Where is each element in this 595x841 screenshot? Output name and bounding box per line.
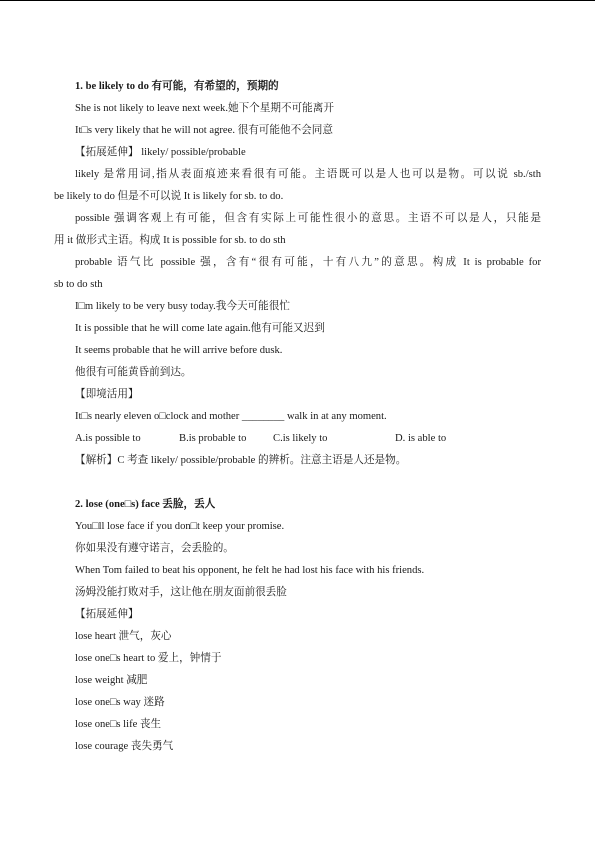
page-top-rule	[0, 0, 595, 1]
likely-explanation-line1: likely 是常用词,指从表面痕迹来看很有可能。主语既可以是人也可以是物。可以说 sb./sth	[75, 169, 541, 180]
option-d: D. is able to	[395, 433, 447, 444]
example-translation: 汤姆没能打败对手，这让他在朋友面前很丢脸	[75, 587, 287, 598]
example-sentence: When Tom failed to beat his opponent, he felt he had lost his face with his friends.	[75, 565, 425, 576]
example-sentence: It seems probable that he will arrive before dusk.	[75, 345, 283, 356]
extension-label: 【拓展延伸】 likely/ possible/probable	[75, 147, 246, 158]
phrase-item: lose one□s heart to 爱上，钟情于	[75, 653, 222, 664]
example-sentence: It□s very likely that he will not agree. 很有可能他不会同意	[75, 125, 333, 136]
section-1-heading: 1. be likely to do 有可能，有希望的，预期的	[75, 81, 279, 92]
practice-label: 【即境活用】	[75, 389, 139, 400]
example-translation: 他很有可能黄昏前到达。	[75, 367, 192, 378]
option-b: B.is probable to	[179, 433, 247, 444]
example-sentence: It is possible that he will come late again.他有可能又迟到	[75, 323, 325, 334]
phrase-item: lose one□s way 迷路	[75, 697, 165, 708]
phrase-item: lose heart 泄气，灰心	[75, 631, 172, 642]
option-a: A.is possible to	[75, 433, 141, 444]
possible-explanation-line2: 用 it 做形式主语。构成 It is possible for sb. to do sth	[54, 235, 286, 246]
phrase-item: lose courage 丧失勇气	[75, 741, 174, 752]
phrase-item: lose one□s life 丧生	[75, 719, 162, 730]
probable-explanation-line2: sb to do sth	[54, 279, 103, 290]
example-sentence: You□ll lose face if you don□t keep your promise.	[75, 521, 285, 532]
example-translation: 你如果没有遵守诺言，会丢脸的。	[75, 543, 234, 554]
practice-question: It□s nearly eleven o□clock and mother ________ walk in at any moment.	[75, 411, 387, 422]
section-2-heading: 2. lose (one□s) face 丢脸，丢人	[75, 499, 216, 510]
extension-label: 【拓展延伸】	[75, 609, 139, 620]
answer-options	[75, 432, 446, 445]
possible-explanation-line1: possible 强调客观上有可能，但含有实际上可能性很小的意思。主语不可以是人，只能是	[75, 213, 541, 224]
option-c: C.is likely to	[273, 433, 328, 444]
answer-analysis: 【解析】C 考查 likely/ possible/probable 的辨析。注意主语是人还是物。	[75, 455, 407, 466]
phrase-item: lose weight 减肥	[75, 675, 148, 686]
likely-explanation-line2: be likely to do 但是不可以说 It is likely for sb. to do.	[54, 191, 284, 202]
probable-explanation-line1: probable 语气比 possible 强，含有“很有可能，十有八九”的意思。构成 It is probable for	[75, 257, 541, 268]
example-sentence: I□m likely to be very busy today.我今天可能很忙	[75, 301, 290, 312]
example-sentence: She is not likely to leave next week.她下个星期不可能离开	[75, 103, 334, 114]
